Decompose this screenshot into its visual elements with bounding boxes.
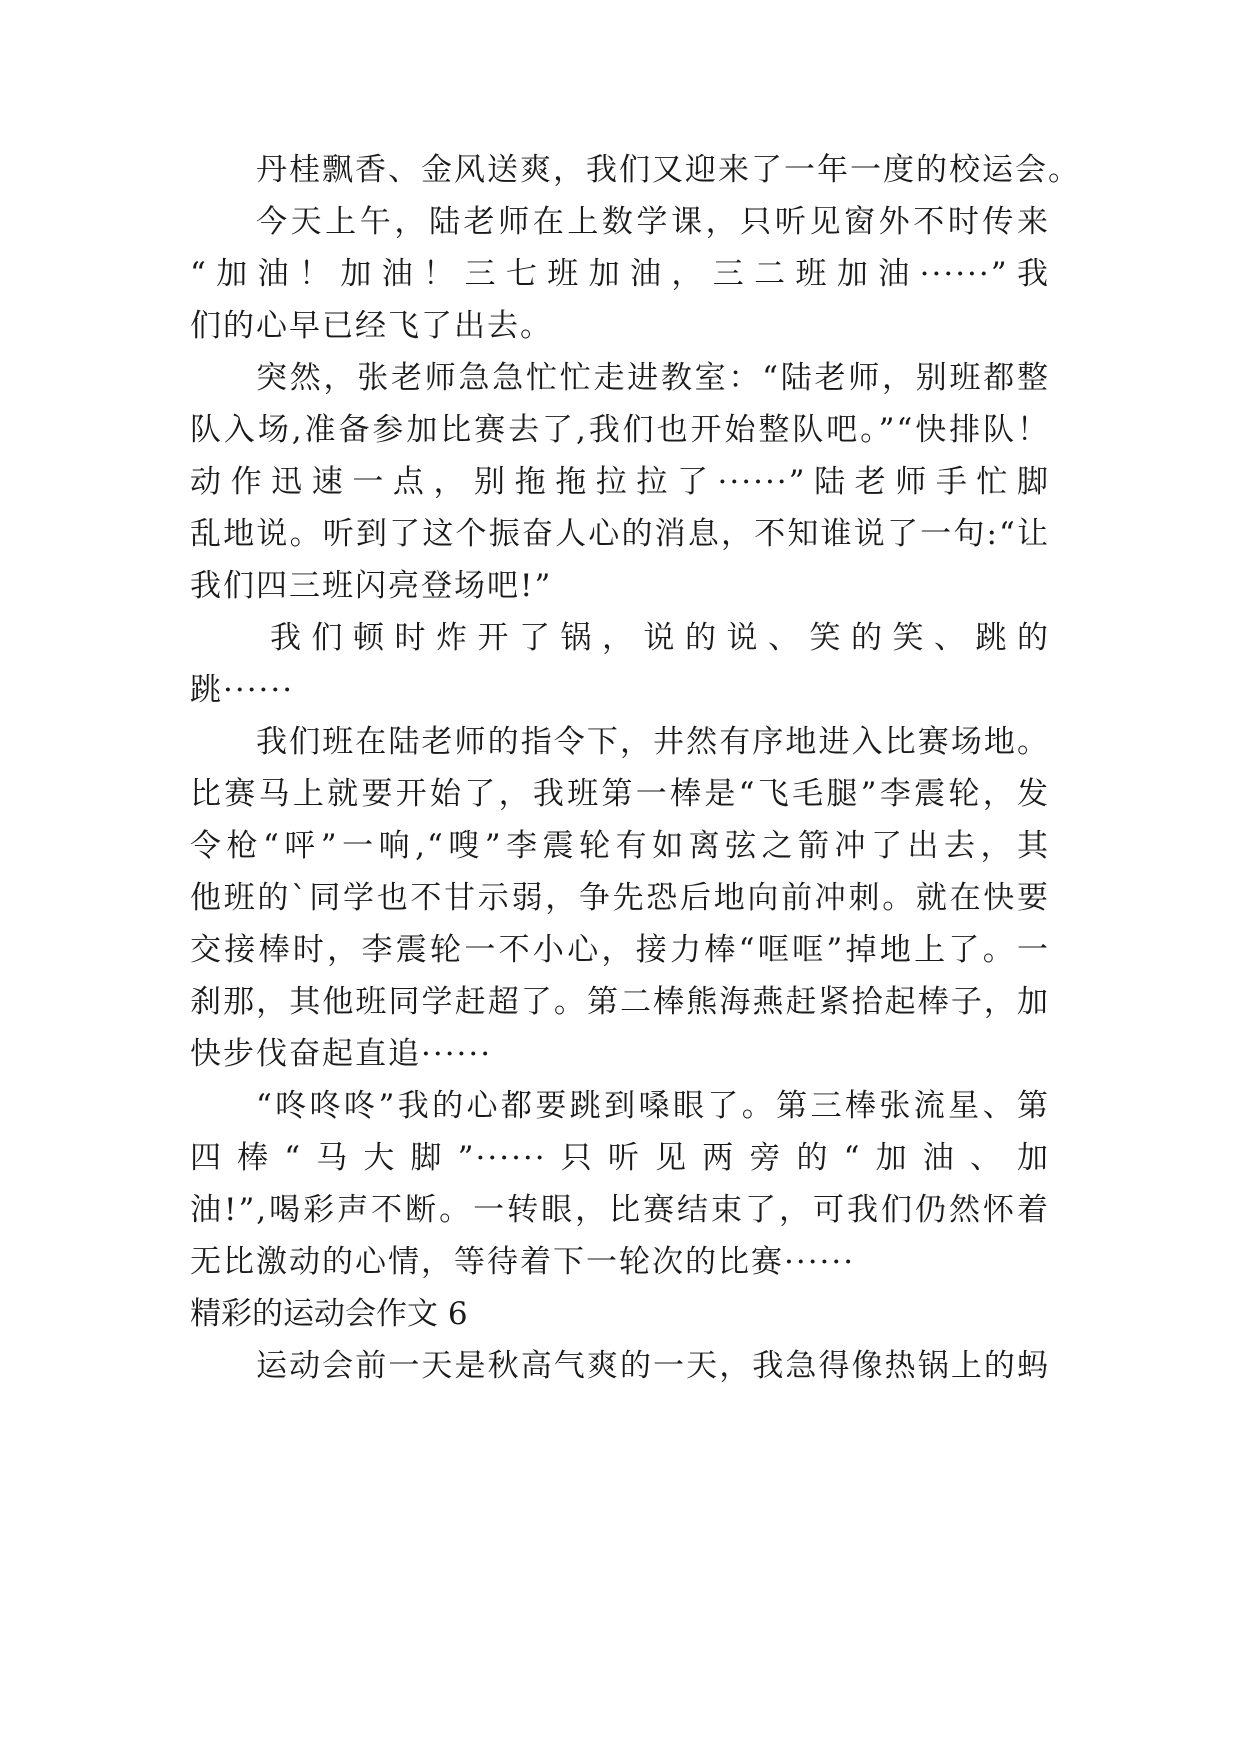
text-line: “加油！加油！三七班加油，三二班加油······”我 (190, 256, 1050, 292)
text-line: 快步伐奋起直追······ (190, 1036, 493, 1072)
text-line: 令枪“呯”一响,“嗖”李震轮有如离弦之箭冲了出去，其 (190, 828, 1050, 864)
text-line: 四棒“马大脚”······只听见两旁的“加油、加 (190, 1140, 1050, 1176)
text-line: 运动会前一天是秋高气爽的一天，我急得像热锅上的蚂 (256, 1348, 1050, 1384)
text-line: 我们四三班闪亮登场吧!” (190, 568, 553, 604)
text-line: 队入场,准备参加比赛去了,我们也开始整队吧。”“快排队！ (190, 412, 1050, 448)
text-line: 我们班在陆老师的指令下，井然有序地进入比赛场地。 (256, 724, 1050, 760)
text-line: 们的心早已经飞了出去。 (190, 308, 553, 344)
text-line: 丹桂飘香、金风送爽，我们又迎来了一年一度的校运会。 (256, 152, 1081, 188)
text-line: 动作迅速一点，别拖拖拉拉了······”陆老师手忙脚 (190, 464, 1050, 500)
text-line: 今天上午，陆老师在上数学课，只听见窗外不时传来 (256, 204, 1050, 240)
text-line: 跳······ (190, 672, 295, 708)
text-line: 交接棒时，李震轮一不小心，接力棒“哐哐”掉地上了。一 (190, 932, 1050, 968)
text-line: 无比激动的心情，等待着下一轮次的比赛······ (190, 1244, 856, 1280)
text-line: 刹那，其他班同学赶超了。第二棒熊海燕赶紧拾起棒子，加 (190, 984, 1050, 1020)
text-line: 突然，张老师急急忙忙走进教室：“陆老师，别班都整 (256, 360, 1050, 396)
text-line: 油!”,喝彩声不断。一转眼，比赛结束了，可我们仍然怀着 (190, 1192, 1050, 1228)
section-heading: 精彩的运动会作文 6 (190, 1296, 468, 1332)
text-line: 乱地说。听到了这个振奋人心的消息，不知谁说了一句:“让 (190, 516, 1050, 552)
text-line: 比赛马上就要开始了，我班第一棒是“飞毛腿”李震轮，发 (190, 776, 1050, 812)
text-line: “咚咚咚”我的心都要跳到嗓眼了。第三棒张流星、第 (256, 1088, 1050, 1124)
text-line: 我们顿时炸开了锅，说的说、笑的笑、跳的 (270, 620, 1050, 656)
text-line: 他班的`同学也不甘示弱，争先恐后地向前冲刺。就在快要 (190, 880, 1050, 916)
